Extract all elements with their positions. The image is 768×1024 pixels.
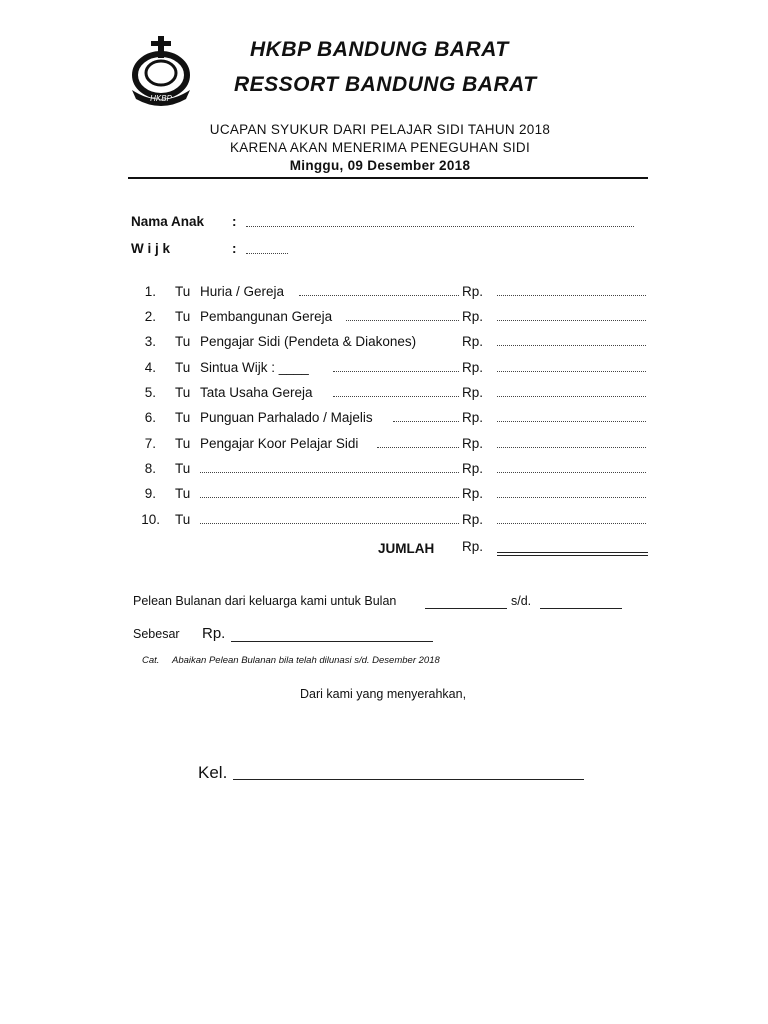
nama-anak-colon: : — [232, 214, 237, 229]
pelean-month-from-field[interactable] — [425, 608, 507, 609]
item-amount-field[interactable] — [497, 472, 646, 473]
doc-title-line2: KARENA AKAN MENERIMA PENEGUHAN SIDI — [229, 140, 531, 155]
item-number: 2. — [144, 309, 156, 324]
item-amount-field[interactable] — [497, 523, 646, 524]
wijk-label: W i j k — [131, 241, 171, 256]
family-label: Kel. — [198, 763, 228, 782]
item-rp: Rp. — [462, 512, 484, 527]
pelean-text: Pelean Bulanan dari keluarga kami untuk Bulan — [133, 594, 397, 608]
item-rp: Rp. — [462, 309, 484, 324]
item-amount-field[interactable] — [497, 497, 646, 498]
nama-anak-label: Nama Anak — [131, 214, 205, 229]
item-label: Pembangunan Gereja — [200, 309, 333, 324]
item-amount-field[interactable] — [497, 447, 646, 448]
item-number: 3. — [144, 334, 156, 349]
doc-title-line1: UCAPAN SYUKUR DARI PELAJAR SIDI TAHUN 2018 — [209, 122, 551, 137]
item-rp: Rp. — [462, 461, 484, 476]
pelean-sd: s/d. — [511, 594, 532, 608]
header-rule — [128, 177, 648, 179]
sebesar-rp: Rp. — [202, 625, 226, 642]
doc-date: Minggu, 09 Desember 2018 — [289, 158, 471, 173]
item-tu: Tu — [175, 512, 191, 527]
item-rp: Rp. — [462, 360, 484, 375]
note-prefix: Cat. — [142, 655, 160, 666]
logo-text: HKBP — [150, 94, 172, 103]
item-number: 6. — [144, 410, 156, 425]
item-dots — [299, 295, 459, 296]
item-tu: Tu — [175, 360, 191, 375]
sebesar-label: Sebesar — [133, 627, 180, 641]
note-text: Abaikan Pelean Bulanan bila telah dilunasi s/d. Desember 2018 — [172, 655, 440, 666]
item-number: 9. — [144, 486, 156, 501]
item-label: Pengajar Koor Pelajar Sidi — [200, 436, 359, 451]
item-tu: Tu — [175, 410, 191, 425]
hkbp-logo — [124, 35, 198, 107]
item-dots[interactable] — [200, 497, 459, 498]
sebesar-amount-field[interactable] — [231, 641, 433, 642]
item-rp: Rp. — [462, 486, 484, 501]
item-amount-field[interactable] — [497, 371, 646, 372]
item-rp: Rp. — [462, 334, 484, 349]
item-rp: Rp. — [462, 436, 484, 451]
item-tu: Tu — [175, 461, 191, 476]
item-dots — [346, 320, 459, 321]
item-dots[interactable] — [200, 472, 459, 473]
family-name-field[interactable] — [233, 779, 584, 780]
item-amount-field[interactable] — [497, 345, 646, 346]
wijk-colon: : — [232, 241, 237, 256]
item-tu: Tu — [175, 385, 191, 400]
item-dots — [333, 396, 459, 397]
total-line[interactable] — [497, 552, 648, 553]
item-number: 5. — [144, 385, 156, 400]
item-dots — [333, 371, 459, 372]
cross-ring-icon — [124, 35, 198, 107]
item-rp: Rp. — [462, 410, 484, 425]
item-amount-field[interactable] — [497, 295, 646, 296]
item-dots — [393, 421, 459, 422]
nama-anak-field[interactable] — [246, 226, 634, 227]
item-tu: Tu — [175, 309, 191, 324]
wijk-field[interactable] — [246, 253, 288, 254]
item-amount-field[interactable] — [497, 320, 646, 321]
item-tu: Tu — [175, 436, 191, 451]
org-name-line1: HKBP BANDUNG BARAT — [250, 38, 509, 61]
item-number: 8. — [144, 461, 156, 476]
item-dots[interactable] — [200, 523, 459, 524]
total-line-double — [497, 555, 648, 556]
item-amount-field[interactable] — [497, 421, 646, 422]
org-name-line2: RESSORT BANDUNG BARAT — [234, 73, 537, 96]
item-number: 1. — [144, 284, 156, 299]
item-tu: Tu — [175, 334, 191, 349]
item-amount-field[interactable] — [497, 396, 646, 397]
item-label: Tata Usaha Gereja — [200, 385, 313, 400]
item-tu: Tu — [175, 486, 191, 501]
item-number: 10. — [141, 512, 160, 527]
item-label: Pengajar Sidi (Pendeta & Diakones) — [200, 334, 417, 349]
item-number: 7. — [144, 436, 156, 451]
item-dots — [377, 447, 459, 448]
item-rp: Rp. — [462, 385, 484, 400]
item-rp: Rp. — [462, 284, 484, 299]
item-label: Huria / Gereja — [200, 284, 285, 299]
item-label: Sintua Wijk : ____ — [200, 360, 309, 375]
total-label: JUMLAH — [378, 541, 435, 556]
total-rp: Rp. — [462, 539, 484, 554]
item-label: Punguan Parhalado / Majelis — [200, 410, 373, 425]
closing-text: Dari kami yang menyerahkan, — [300, 687, 467, 701]
pelean-month-to-field[interactable] — [540, 608, 622, 609]
item-number: 4. — [144, 360, 156, 375]
item-tu: Tu — [175, 284, 191, 299]
